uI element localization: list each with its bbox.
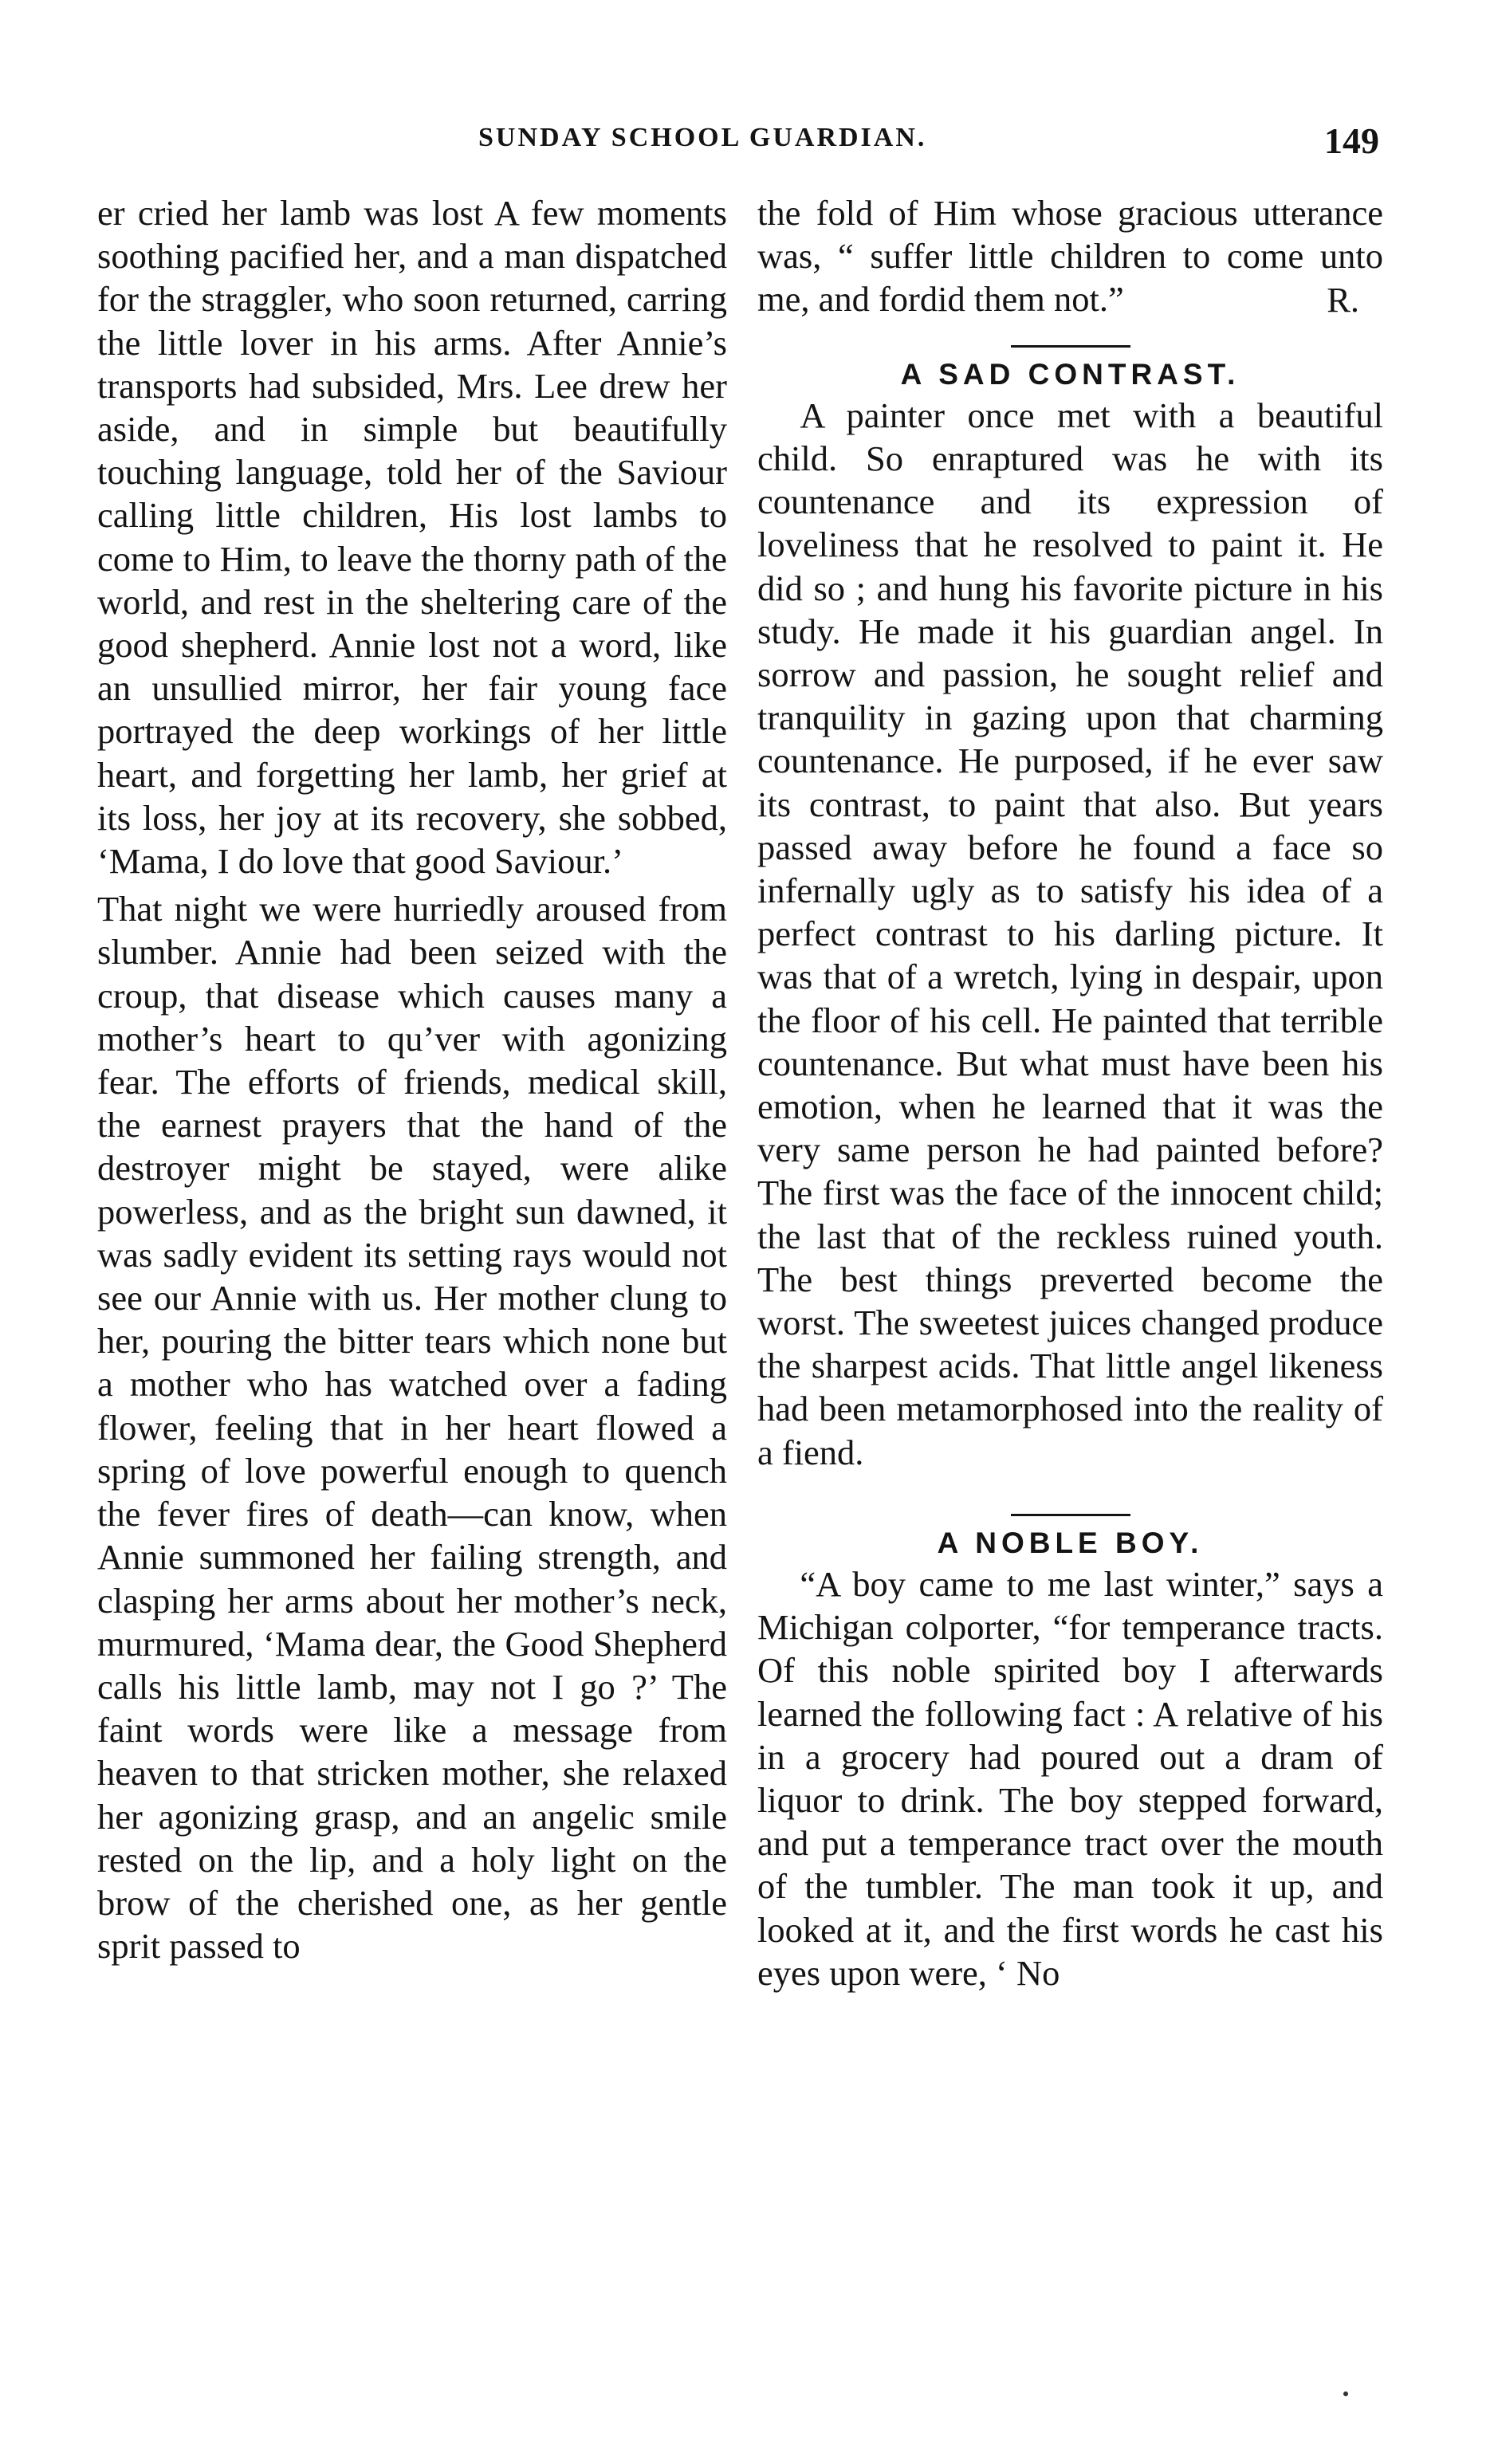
section-divider: [1011, 345, 1130, 348]
page-header: [478, 120, 1379, 167]
right-column: [757, 191, 1383, 1994]
body-paragraph: er cried her lamb was lost A few moments soothing pacified her, and a man dispatched for the straggler, who soon returned, carring the little lover in his arms. After Annie’s transports had subsided, Mrs. Lee drew her aside, and in simple but beautifully touching language, told her of the Saviour calling little children, His lost lambs to come to Him, to leave the thorny path of the world, and rest in the sheltering care of the good shepherd. Annie lost not a word, like an unsullied mirror, her fair young face portrayed the deep workings of her little heart, and forgetting her lamb, her grief at its loss, her joy at its recovery, she sobbed, ‘Mama, I do love that good Saviour.’: [97, 193, 727, 882]
left-column: [97, 191, 727, 1967]
section-divider: [1011, 1514, 1130, 1516]
article-heading: A NOBLE BOY.: [937, 1526, 1204, 1559]
author-signature: R.: [1327, 279, 1359, 320]
article-body: “A boy came to me last winter,” says a Michigan colporter, “for temperance tracts. Of this noble spirited boy I afterwards learned the following fact : A relative of his in a grocery had poured out a dram of liquor to drink. The boy stepped forward, and put a temperance tract over the mouth of the tumbler. The man took it up, and looked at it, and the first words he cast his eyes upon were, ‘ No: [757, 1563, 1383, 1993]
running-head: SUNDAY SCHOOL GUARDIAN.: [478, 123, 927, 152]
body-paragraph: That night we were hurriedly aroused from slumber. Annie had been seized with the croup, that disease which causes many a mother’s heart to qu’ver with agonizing fear. The efforts of friends, medical skill, the earnest prayers that the hand of the destroyer might be stayed, were alike powerless, and as the bright sun dawned, it was sadly evident its setting rays would not see our Annie with us. Her mother clung to her, pouring the bitter tears which none but a mother who has watched over a fading flower, feeling that in her heart flowed a spring of love powerful enough to quench the fever fires of death—can know, when Annie summoned her failing strength, and clasping her arms about her mother’s neck, murmured, ‘Mama dear, the Good Shepherd calls his little lamb, may not I go ?’ The faint words were like a message from heaven to that stricken mother, she relaxed her agonizing grasp, and an angelic smile rested on the lip, and a holy light on the brow of the cherished one, as her gentle sprit passed to: [97, 889, 727, 1967]
page-number: 149: [1324, 120, 1379, 161]
article-body: A painter once met with a beautiful child. So enraptured was he with its countenance and its expression of loveliness that he resolved to paint it. He did so ; and hung his favorite picture in his study. He made it his guardian angel. In sorrow and passion, he sought relief and tranquility in gazing upon that charming countenance. He purposed, if he ever saw its contrast, to paint that also. But years passed away before he found a face so infernally ugly as to satisfy his idea of a perfect contrast to his darling picture. It was that of a wretch, lying in despair, upon the floor of his cell. He painted that terrible countenance. But what must have been his emotion, when he learned that it was the very same person he had painted before? The first was the face of the innocent child; the last that of the reckless ruined youth. The best things preverted become the worst. The sweetest juices changed produce the sharpest acids. That little angel likeness had been metamorphosed into the reality of a fiend.: [757, 395, 1383, 1472]
ink-speck: [1343, 2391, 1348, 2396]
article-heading: A SAD CONTRAST.: [900, 357, 1240, 391]
continued-paragraph: the fold of Him whose gracious utterance was, “ suffer little children to come unto me, and fordid them not.”: [757, 193, 1383, 320]
